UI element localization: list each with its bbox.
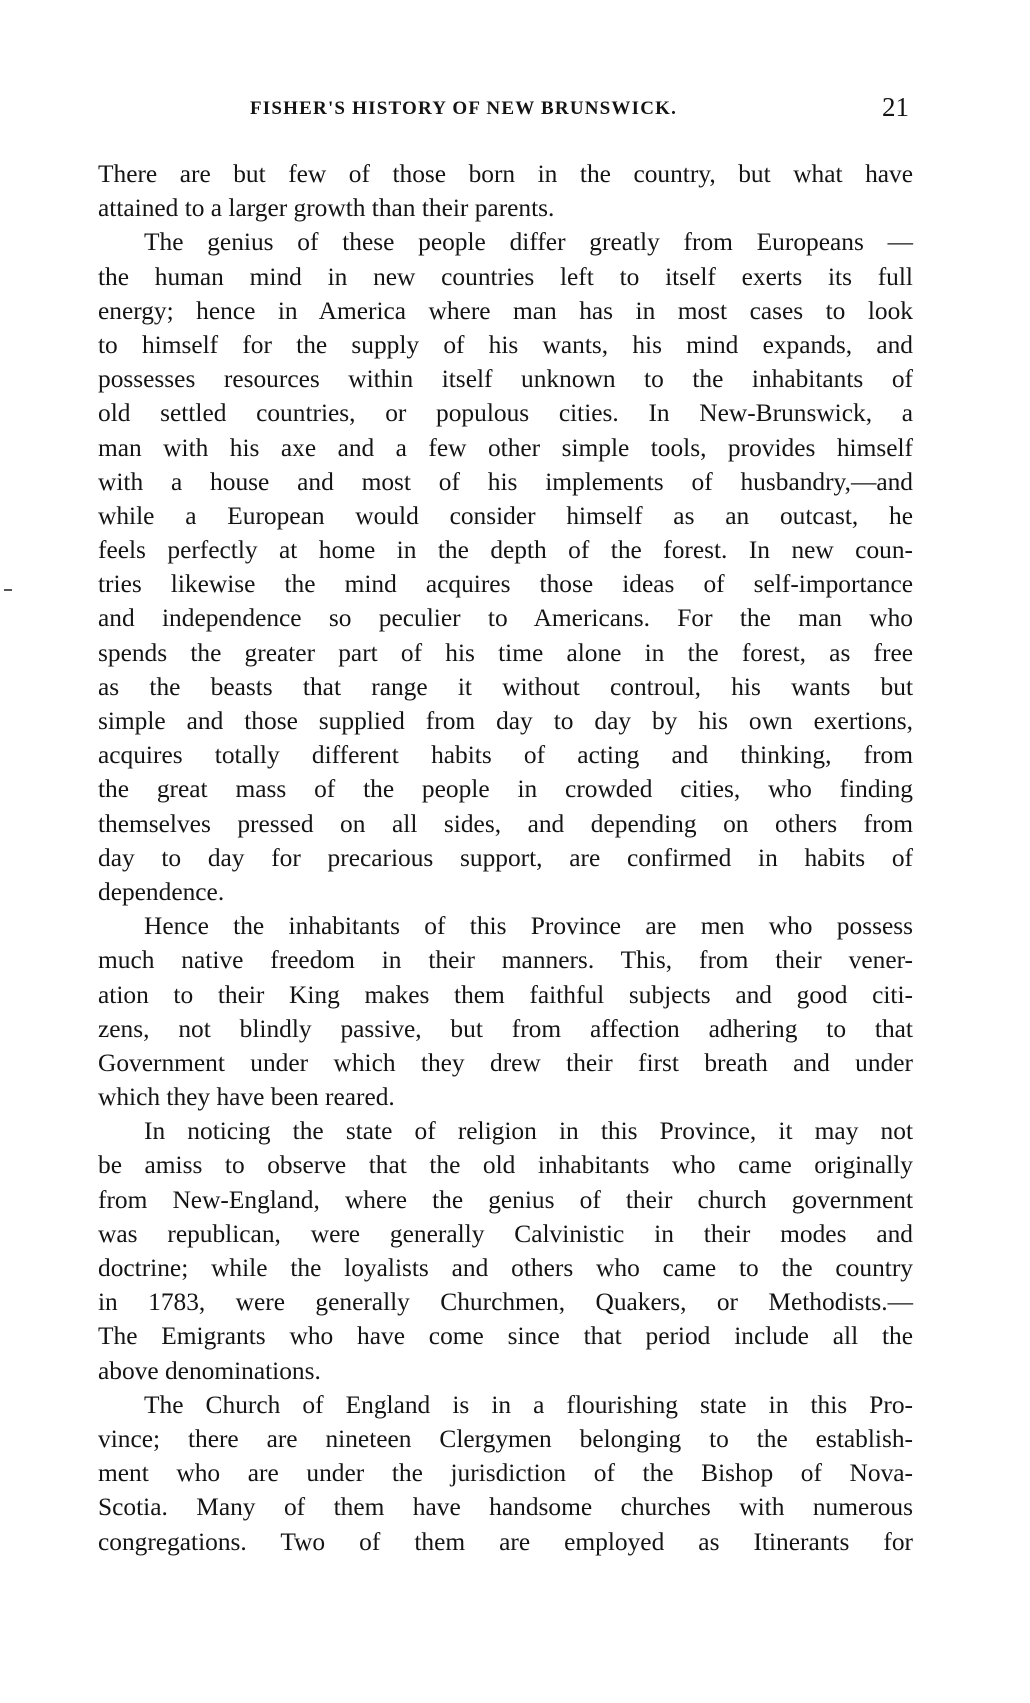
text-line: doctrine; while the loyalists and others who came to the country (98, 1254, 913, 1282)
text-line: to himself for the supply of his wants, his mind expands, and (98, 330, 913, 359)
text-line: the human mind in new countries left to itself exerts its full (98, 262, 913, 291)
text-line: Scotia. Many of them have handsome churches with numerous (98, 1493, 913, 1522)
page-number: 21 (882, 92, 909, 122)
running-title: FISHER'S HISTORY OF NEW BRUNSWICK. (250, 98, 678, 119)
text-line: above denominations. (98, 1356, 321, 1385)
text-line: tries likewise the mind acquires those ideas of self-importance (98, 570, 913, 599)
text-line: day to day for precarious support, are confirmed in habits of (98, 843, 913, 872)
margin-mark (4, 589, 12, 591)
text-line: Government under which they drew their first breath and under (98, 1048, 913, 1077)
body-text (98, 157, 913, 1559)
text-line: feels perfectly at home in the depth of the forest. In new coun- (98, 536, 913, 565)
text-line: possesses resources within itself unknown to the inhabitants of (98, 365, 913, 394)
text-line: as the beasts that range it without controul, his wants but (98, 672, 913, 701)
text-line: dependence. (98, 877, 225, 906)
text-line: old settled countries, or populous cities. In New-Brunswick, a (98, 399, 913, 428)
text-line: ation to their King makes them faithful subjects and good citi- (98, 980, 913, 1009)
text-line: ment who are under the jurisdiction of the Bishop of Nova- (98, 1459, 913, 1488)
text-line: The Emigrants who have come since that period include all the (98, 1322, 913, 1351)
text-line: The genius of these people differ greatly from Europeans — (144, 228, 913, 257)
text-line: themselves pressed on all sides, and depending on others from (98, 809, 913, 838)
text-line: acquires totally different habits of acting and thinking, from (98, 741, 913, 770)
text-line: simple and those supplied from day to day by his own exertions, (98, 707, 913, 735)
text-line: much native freedom in their manners. This, from their vener- (98, 946, 913, 975)
text-line: The Church of England is in a flourishing state in this Pro- (144, 1390, 913, 1419)
text-line: and independence so peculier to Americans. For the man who (98, 604, 913, 633)
text-line: the great mass of the people in crowded cities, who finding (98, 775, 913, 804)
text-line: spends the greater part of his time alone in the forest, as free (98, 638, 913, 667)
text-line: be amiss to observe that the old inhabitants who came originally (98, 1151, 913, 1180)
text-line: congregations. Two of them are employed as Itinerants for (98, 1527, 913, 1556)
text-line: energy; hence in America where man has in most cases to look (98, 296, 913, 325)
text-line: attained to a larger growth than their parents. (98, 194, 555, 223)
text-line: which they have been reared. (98, 1083, 395, 1112)
text-line: from New-England, where the genius of their church government (98, 1185, 913, 1214)
text-line: with a house and most of his implements of husbandry,—and (98, 467, 913, 496)
text-line: In noticing the state of religion in this Province, it may not (144, 1117, 913, 1146)
text-line: in 1783, were generally Churchmen, Quakers, or Methodists.— (98, 1288, 913, 1317)
text-line: while a European would consider himself as an outcast, he (98, 501, 913, 530)
text-line: There are but few of those born in the country, but what have (98, 160, 913, 188)
text-line: was republican, were generally Calvinistic in their modes and (98, 1219, 913, 1248)
text-line: vince; there are nineteen Clergymen belonging to the establish- (98, 1424, 913, 1453)
text-line: man with his axe and a few other simple tools, provides himself (98, 433, 913, 462)
text-line: Hence the inhabitants of this Province are men who possess (144, 912, 913, 941)
text-line: zens, not blindly passive, but from affection adhering to that (98, 1014, 913, 1043)
